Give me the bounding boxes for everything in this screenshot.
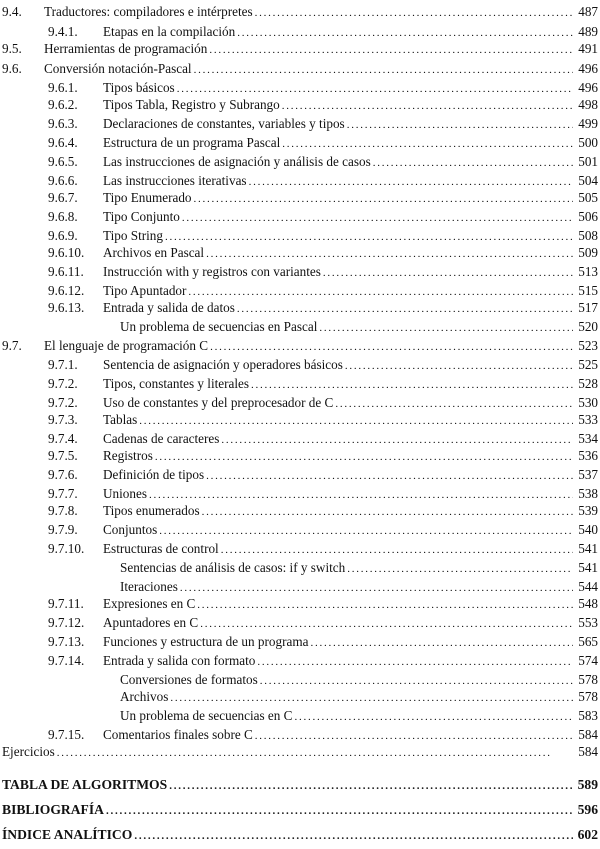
toc-entry-number: 9.7.14. (48, 653, 85, 668)
toc-entry-page-number: 504 (578, 173, 598, 188)
toc-entry-page-number: 537 (578, 467, 598, 482)
toc-entry-page-number: 525 (578, 357, 598, 372)
toc-entry-title: Iteraciones (120, 579, 178, 594)
toc-entry-page-number: 517 (578, 300, 598, 315)
toc-entry-number: 9.6.6. (48, 173, 78, 188)
dot-leader (221, 539, 573, 560)
toc-entry-page-number: 578 (578, 689, 598, 704)
toc-entry-number: 9.6.9. (48, 228, 78, 243)
toc-entry-number: 9.7. (2, 338, 22, 353)
toc-entry-page-number: 553 (578, 615, 598, 630)
toc-entry-title: Traductores: compiladores e intérpretes (44, 4, 253, 19)
toc-entry-page-number: 538 (578, 486, 598, 501)
toc-entry[interactable] (48, 133, 598, 153)
toc-entry-number: 9.7.8. (48, 503, 78, 518)
toc-entry-page-number: 548 (578, 596, 598, 611)
toc-entry-title: Ejercicios (2, 744, 55, 759)
dot-leader (170, 687, 573, 708)
toc-entry-title: Declaraciones de constantes, variables y tipos (103, 116, 345, 131)
toc-entry-title: Comentarios finales sobre C (103, 727, 253, 742)
toc-entry-page-number: 513 (578, 264, 598, 279)
dot-leader (345, 355, 573, 376)
toc-entry-number: 9.7.1. (48, 357, 78, 372)
toc-entry[interactable] (2, 742, 598, 762)
toc-entry[interactable] (48, 446, 598, 466)
dot-leader (294, 706, 573, 727)
dot-leader (209, 39, 573, 60)
toc-entry[interactable] (48, 95, 598, 115)
toc-entry[interactable] (48, 298, 598, 318)
dot-leader (134, 825, 573, 846)
toc-entry-title: Estructuras de control (103, 541, 219, 556)
toc-entry-number: 9.6.7. (48, 190, 78, 205)
toc-entry-title: ÍNDICE ANALÍTICO (2, 827, 133, 842)
toc-entry-title: Funciones y estructura de un programa (103, 634, 309, 649)
toc-entry-page-number: 584 (578, 727, 598, 742)
toc-entry[interactable] (2, 800, 598, 820)
toc-entry-page-number: 539 (578, 503, 598, 518)
toc-entry[interactable] (48, 632, 598, 652)
toc-entry-page-number: 498 (578, 97, 598, 112)
toc-entry-title: Conversiones de formatos (120, 672, 258, 687)
toc-entry[interactable] (48, 410, 598, 430)
toc-entry[interactable] (120, 706, 598, 726)
toc-entry-title: Un problema de secuencias en Pascal (120, 319, 318, 334)
toc-entry-number: 9.7.13. (48, 634, 85, 649)
dot-leader (202, 501, 573, 522)
dot-leader (323, 262, 573, 283)
toc-entry-title: Entrada y salida con formato (103, 653, 256, 668)
toc-entry-title: Registros (103, 448, 153, 463)
toc-entry-title: TABLA DE ALGORITMOS (2, 777, 168, 792)
toc-entry-title: Tipo Apuntador (103, 283, 187, 298)
toc-entry-page-number: 499 (578, 116, 598, 131)
toc-entry-title: Sentencia de asignación y operadores básicos (103, 357, 343, 372)
toc-entry-title: Uso de constantes y del preprocesador de C (103, 395, 334, 410)
toc-entry[interactable] (48, 613, 598, 633)
toc-entry[interactable] (48, 114, 598, 134)
dot-leader (159, 520, 573, 541)
toc-entry-page-number: 505 (578, 190, 598, 205)
toc-entry[interactable] (2, 336, 598, 356)
toc-entry-page-number: 501 (578, 154, 598, 169)
toc-entry-page-number: 520 (578, 319, 598, 334)
toc-entry[interactable] (120, 558, 598, 578)
toc-entry-title: Entrada y salida de datos (103, 300, 235, 315)
toc-entry-title: Instrucción with y registros con variantes (103, 264, 321, 279)
toc-entry[interactable] (120, 317, 598, 337)
toc-entry-page-number: 500 (578, 135, 598, 150)
toc-entry-number: 9.7.3. (48, 412, 78, 427)
toc-entry-page-number: 509 (578, 245, 598, 260)
toc-entry-title: Uniones (103, 486, 147, 501)
toc-entry[interactable] (120, 687, 598, 707)
toc-entry-number: 9.7.12. (48, 615, 85, 630)
toc-entry[interactable] (48, 465, 598, 485)
toc-entry[interactable] (48, 520, 598, 540)
toc-entry[interactable] (48, 188, 598, 208)
toc-entry-page-number: 583 (578, 708, 598, 723)
dot-leader (206, 465, 573, 486)
toc-entry-title: Archivos (120, 689, 169, 704)
dot-leader (237, 298, 573, 319)
toc-entry-number: 9.6.5. (48, 154, 78, 169)
toc-entry-title: Un problema de secuencias en C (120, 708, 293, 723)
toc-entry-number: 9.4.1. (48, 24, 78, 39)
toc-entry-title: Conjuntos (103, 522, 158, 537)
dot-leader (210, 336, 573, 357)
toc-entry-page-number: 508 (578, 228, 598, 243)
toc-entry-title: Tipos Tabla, Registro y Subrango (103, 97, 280, 112)
toc-entry-number: 9.6.8. (48, 209, 78, 224)
toc-entry-number: 9.7.4. (48, 431, 78, 446)
toc-entry-number: 9.6.3. (48, 116, 78, 131)
toc-entry[interactable] (48, 594, 598, 614)
toc-entry-title: Tipo Conjunto (103, 209, 180, 224)
toc-entry[interactable] (48, 152, 598, 172)
toc-entry[interactable] (48, 207, 598, 227)
toc-entry-page-number: 489 (578, 24, 598, 39)
dot-leader (319, 317, 573, 338)
dot-leader (282, 133, 573, 154)
toc-entry-title: Archivos en Pascal (103, 245, 205, 260)
toc-entry-page-number: 487 (578, 4, 598, 19)
toc-entry-page-number: 515 (578, 283, 598, 298)
toc-entry-page-number: 536 (578, 448, 598, 463)
toc-entry-number: 9.6.4. (48, 135, 78, 150)
toc-entry-page-number: 544 (578, 579, 598, 594)
toc-entry[interactable] (48, 355, 598, 375)
toc-entry-title: El lenguaje de programación C (44, 338, 209, 353)
toc-entry-page-number: 589 (577, 777, 598, 792)
toc-entry-number: 9.6.13. (48, 300, 85, 315)
toc-entry[interactable] (48, 539, 598, 559)
toc-entry-number: 9.6.2. (48, 97, 78, 112)
toc-entry-number: 9.7.6. (48, 467, 78, 482)
toc-entry-title: Tablas (103, 412, 138, 427)
toc-entry-page-number: 565 (578, 634, 598, 649)
toc-entry-title: Herramientas de programación (44, 41, 208, 56)
dot-leader (200, 613, 573, 634)
toc-entry-number: 9.7.2. (48, 376, 78, 391)
dot-leader (347, 558, 573, 579)
toc-entry-page-number: 578 (578, 672, 598, 687)
toc-entry-page-number: 506 (578, 209, 598, 224)
toc-entry[interactable] (48, 501, 598, 521)
toc-entry-number: 9.7.10. (48, 541, 85, 556)
toc-entry-number: 9.6.12. (48, 283, 85, 298)
toc-entry-title: Cadenas de caracteres (103, 431, 220, 446)
dot-leader (106, 800, 573, 821)
toc-entry-number: 9.7.15. (48, 727, 85, 742)
toc-entry-title: Tipo String (103, 228, 163, 243)
toc-entry-page-number: 540 (578, 522, 598, 537)
dot-leader (155, 446, 573, 467)
toc-entry-title: Apuntadores en C (103, 615, 199, 630)
toc-entry-title: Tipos, constantes y literales (103, 376, 250, 391)
toc-entry-number: 9.5. (2, 41, 22, 56)
toc-entry[interactable] (2, 2, 598, 22)
toc-entry[interactable] (48, 651, 598, 671)
dot-leader (194, 59, 573, 80)
toc-entry-page-number: 574 (578, 653, 598, 668)
toc-entry[interactable] (2, 825, 598, 845)
toc-entry-title: Definición de tipos (103, 467, 205, 482)
toc-entry-page-number: 541 (578, 560, 598, 575)
toc-entry-number: 9.4. (2, 4, 22, 19)
dot-leader (169, 775, 573, 796)
toc-entry-number: 9.6. (2, 61, 22, 76)
toc-entry-title: Etapas en la compilación (103, 24, 236, 39)
toc-entry-page-number: 602 (577, 827, 598, 842)
toc-entry-number: 9.6.1. (48, 80, 78, 95)
toc-entry[interactable] (2, 59, 598, 79)
toc-entry-number: 9.7.7. (48, 486, 78, 501)
dot-leader (139, 410, 573, 431)
toc-entry-page-number: 533 (578, 412, 598, 427)
toc-entry-page-number: 530 (578, 395, 598, 410)
toc-entry-title: Conversión notación-Pascal (44, 61, 192, 76)
toc-entry-page-number: 496 (578, 61, 598, 76)
toc-entry-title: Estructura de un programa Pascal (103, 135, 281, 150)
dot-leader (182, 207, 573, 228)
toc-entry-title: Tipo Enumerado (103, 190, 192, 205)
toc-entry-page-number: 528 (578, 376, 598, 391)
toc-entry-page-number: 523 (578, 338, 598, 353)
dot-leader (282, 95, 573, 116)
dot-leader (257, 651, 573, 672)
toc-entry-title: BIBLIOGRAFÍA (2, 802, 104, 817)
toc-entry-title: Las instrucciones de asignación y análisis de casos (103, 154, 371, 169)
dot-leader (251, 374, 573, 395)
toc-entry-title: Expresiones en C (103, 596, 196, 611)
dot-leader (194, 188, 573, 209)
toc-entry-page-number: 491 (578, 41, 598, 56)
dot-leader (255, 2, 573, 23)
dot-leader (347, 114, 573, 135)
toc-entry-number: 9.7.5. (48, 448, 78, 463)
toc-entry[interactable] (48, 243, 598, 263)
toc-entry-page-number: 584 (578, 744, 598, 759)
toc-entry-number: 9.7.9. (48, 522, 78, 537)
toc-entry-number: 9.6.11. (48, 264, 84, 279)
toc-entry[interactable] (48, 374, 598, 394)
toc-entry-page-number: 596 (577, 802, 598, 817)
toc-entry-page-number: 534 (578, 431, 598, 446)
toc-entry-title: Tipos básicos (103, 80, 175, 95)
toc-entry-title: Sentencias de análisis de casos: if y switch (120, 560, 346, 575)
dot-leader (197, 594, 573, 615)
toc-entry[interactable] (48, 262, 598, 282)
toc-entry-page-number: 541 (578, 541, 598, 556)
dot-leader (206, 243, 573, 264)
dot-leader (310, 632, 573, 653)
toc-entry-title: Las instrucciones iterativas (103, 173, 247, 188)
toc-entry-page-number: 496 (578, 80, 598, 95)
toc-entry-title: Tipos enumerados (103, 503, 200, 518)
dot-leader (373, 152, 573, 173)
toc-entry-number: 9.7.2. (48, 395, 78, 410)
toc-entry-number: 9.7.11. (48, 596, 84, 611)
dot-leader (57, 742, 573, 763)
toc-entry[interactable] (2, 775, 598, 795)
toc-entry-number: 9.6.10. (48, 245, 85, 260)
toc-entry[interactable] (2, 39, 598, 59)
